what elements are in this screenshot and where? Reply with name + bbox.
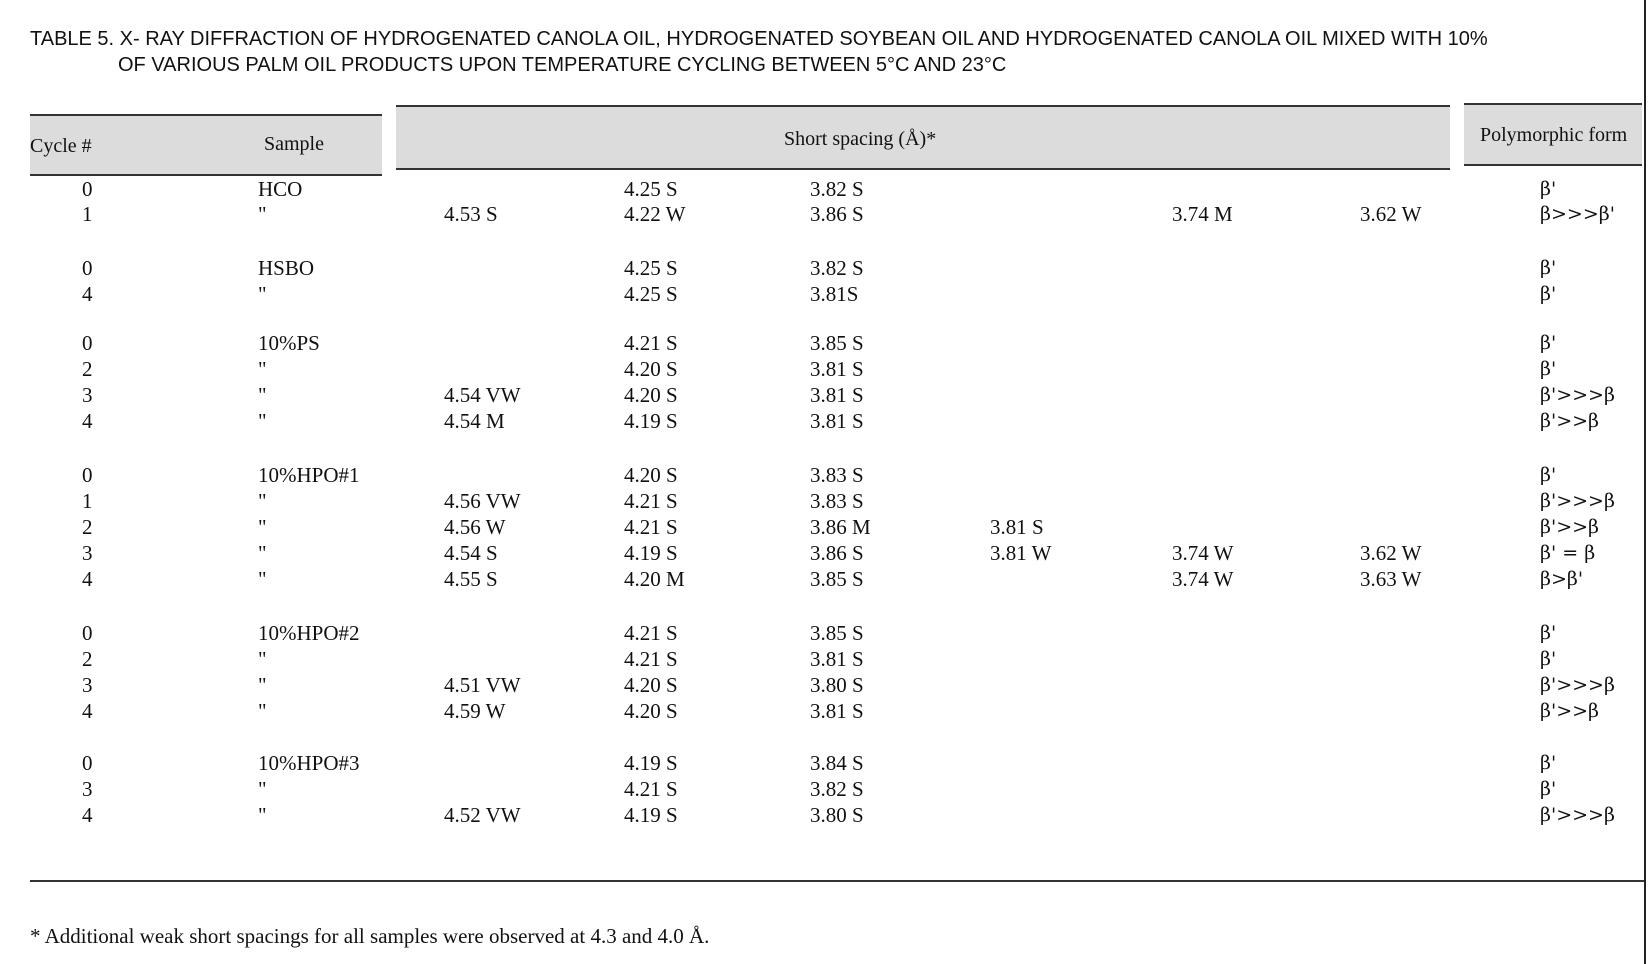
cell-polymorphic-form: β' — [1540, 622, 1557, 644]
cell-spacing-2: 4.21 S — [624, 515, 678, 539]
cell-sample: " — [258, 202, 267, 226]
cell-spacing-2: 4.21 S — [624, 647, 678, 671]
cell-spacing-5: 3.74 W — [1172, 541, 1234, 565]
cell-spacing-2: 4.20 S — [624, 383, 678, 407]
cell-cycle: 1 — [82, 202, 93, 226]
cell-spacing-3: 3.82 S — [810, 777, 864, 801]
table-bottom-rule — [30, 880, 1644, 882]
cell-spacing-1: 4.56 W — [444, 515, 506, 539]
cell-spacing-1: 4.53 S — [444, 202, 498, 226]
header-top-rule-right — [1464, 103, 1642, 105]
cell-polymorphic-form: β' — [1540, 464, 1557, 486]
cell-spacing-6: 3.63 W — [1360, 567, 1422, 591]
cell-spacing-2: 4.25 S — [624, 177, 678, 201]
cell-polymorphic-form: β' — [1540, 283, 1557, 305]
column-header-polymorphic-form: Polymorphic form — [1480, 124, 1628, 146]
cell-polymorphic-form: β'>>>β — [1540, 384, 1615, 406]
cell-cycle: 3 — [82, 673, 93, 697]
cell-spacing-5: 3.74 M — [1172, 202, 1233, 226]
cell-spacing-2: 4.21 S — [624, 331, 678, 355]
cell-spacing-2: 4.19 S — [624, 409, 678, 433]
table-title-line-2: OF VARIOUS PALM OIL PRODUCTS UPON TEMPERATURE CYCLING BETWEEN 5°C AND 23°C — [118, 54, 1007, 76]
table-title-line-1: TABLE 5. X- RAY DIFFRACTION OF HYDROGENATED CANOLA OIL, HYDROGENATED SOYBEAN OIL AND HYDROGENATED CANOLA OIL MIXED WITH 10% — [30, 28, 1488, 50]
cell-spacing-3: 3.86 S — [810, 541, 864, 565]
cell-cycle: 1 — [82, 489, 93, 513]
cell-cycle: 0 — [82, 177, 93, 201]
cell-sample: " — [258, 803, 267, 827]
cell-spacing-3: 3.81 S — [810, 647, 864, 671]
cell-polymorphic-form: β' — [1540, 257, 1557, 279]
cell-cycle: 0 — [82, 621, 93, 645]
cell-sample: HCO — [258, 177, 303, 201]
cell-sample: " — [258, 777, 267, 801]
cell-spacing-3: 3.82 S — [810, 177, 864, 201]
cell-sample: " — [258, 383, 267, 407]
cell-cycle: 3 — [82, 541, 93, 565]
header-bottom-rule-left — [30, 174, 382, 176]
cell-cycle: 0 — [82, 751, 93, 775]
cell-spacing-2: 4.20 S — [624, 357, 678, 381]
header-bottom-rule-mid — [396, 168, 1450, 170]
cell-polymorphic-form: β' — [1540, 648, 1557, 670]
header-top-rule-mid — [396, 105, 1450, 107]
cell-cycle: 2 — [82, 647, 93, 671]
cell-spacing-4: 3.81 S — [990, 515, 1044, 539]
cell-spacing-3: 3.84 S — [810, 751, 864, 775]
cell-spacing-3: 3.81S — [810, 282, 859, 306]
cell-polymorphic-form: β' — [1540, 752, 1557, 774]
cell-polymorphic-form: β' — [1540, 178, 1557, 200]
cell-cycle: 4 — [82, 803, 93, 827]
cell-spacing-2: 4.21 S — [624, 777, 678, 801]
cell-sample: " — [258, 357, 267, 381]
cell-spacing-5: 3.74 W — [1172, 567, 1234, 591]
cell-spacing-3: 3.85 S — [810, 621, 864, 645]
cell-sample: " — [258, 647, 267, 671]
cell-sample: 10%HPO#2 — [258, 621, 360, 645]
cell-cycle: 2 — [82, 515, 93, 539]
cell-cycle: 4 — [82, 409, 93, 433]
cell-sample: " — [258, 515, 267, 539]
cell-polymorphic-form: β'>>β — [1540, 700, 1600, 722]
cell-sample: " — [258, 673, 267, 697]
cell-sample: " — [258, 282, 267, 306]
cell-sample: HSBO — [258, 256, 315, 280]
column-header-short-spacing: Short spacing (Å)* — [784, 128, 937, 150]
cell-spacing-3: 3.85 S — [810, 331, 864, 355]
cell-sample: 10%HPO#3 — [258, 751, 360, 775]
cell-spacing-2: 4.22 W — [624, 202, 686, 226]
cell-polymorphic-form: β>>>β' — [1540, 203, 1615, 225]
cell-spacing-2: 4.19 S — [624, 751, 678, 775]
cell-polymorphic-form: β' — [1540, 778, 1557, 800]
cell-spacing-2: 4.21 S — [624, 621, 678, 645]
cell-cycle: 0 — [82, 256, 93, 280]
cell-spacing-3: 3.81 S — [810, 383, 864, 407]
cell-cycle: 0 — [82, 331, 93, 355]
cell-polymorphic-form: β'>>>β — [1540, 804, 1615, 826]
cell-spacing-2: 4.20 S — [624, 699, 678, 723]
cell-sample: 10%PS — [258, 331, 320, 355]
cell-spacing-3: 3.82 S — [810, 256, 864, 280]
cell-polymorphic-form: β' — [1540, 332, 1557, 354]
cell-spacing-1: 4.56 VW — [444, 489, 521, 513]
cell-spacing-3: 3.86 S — [810, 202, 864, 226]
cell-spacing-3: 3.81 S — [810, 699, 864, 723]
cell-polymorphic-form: β' — [1540, 358, 1557, 380]
table-title — [30, 26, 1630, 78]
cell-sample: 10%HPO#1 — [258, 463, 360, 487]
cell-spacing-3: 3.81 S — [810, 409, 864, 433]
header-top-rule-left — [30, 114, 382, 116]
cell-spacing-1: 4.54 S — [444, 541, 498, 565]
cell-cycle: 3 — [82, 383, 93, 407]
cell-polymorphic-form: β'>>>β — [1540, 490, 1615, 512]
cell-spacing-2: 4.20 S — [624, 673, 678, 697]
cell-polymorphic-form: β'>>β — [1540, 516, 1600, 538]
cell-spacing-1: 4.59 W — [444, 699, 506, 723]
cell-spacing-6: 3.62 W — [1360, 541, 1422, 565]
table-footnote: * Additional weak short spacings for all samples were observed at 4.3 and 4.0 Å. — [30, 924, 710, 948]
cell-spacing-1: 4.54 M — [444, 409, 505, 433]
cell-polymorphic-form: β'>>>β — [1540, 674, 1615, 696]
cell-sample: " — [258, 541, 267, 565]
cell-spacing-2: 4.25 S — [624, 256, 678, 280]
cell-spacing-3: 3.83 S — [810, 489, 864, 513]
cell-cycle: 2 — [82, 357, 93, 381]
cell-cycle: 4 — [82, 699, 93, 723]
cell-sample: " — [258, 489, 267, 513]
cell-spacing-2: 4.19 S — [624, 803, 678, 827]
cell-sample: " — [258, 409, 267, 433]
cell-cycle: 4 — [82, 567, 93, 591]
cell-spacing-2: 4.25 S — [624, 282, 678, 306]
cell-sample: " — [258, 699, 267, 723]
cell-spacing-2: 4.21 S — [624, 489, 678, 513]
cell-polymorphic-form: β'>>β — [1540, 410, 1600, 432]
cell-spacing-1: 4.51 VW — [444, 673, 521, 697]
cell-spacing-1: 4.54 VW — [444, 383, 521, 407]
cell-cycle: 3 — [82, 777, 93, 801]
cell-spacing-1: 4.55 S — [444, 567, 498, 591]
cell-spacing-3: 3.85 S — [810, 567, 864, 591]
cell-spacing-1: 4.52 VW — [444, 803, 521, 827]
cell-cycle: 4 — [82, 282, 93, 306]
cell-spacing-2: 4.20 S — [624, 463, 678, 487]
cell-cycle: 0 — [82, 463, 93, 487]
page-edge-rule — [1644, 0, 1646, 964]
cell-spacing-4: 3.81 W — [990, 541, 1052, 565]
header-bottom-rule-right — [1464, 164, 1642, 166]
cell-polymorphic-form: β>β' — [1540, 568, 1584, 590]
column-header-sample: Sample — [264, 133, 324, 155]
cell-spacing-6: 3.62 W — [1360, 202, 1422, 226]
column-header-cycle: Cycle # — [30, 135, 92, 157]
cell-spacing-2: 4.20 M — [624, 567, 685, 591]
cell-spacing-2: 4.19 S — [624, 541, 678, 565]
cell-spacing-3: 3.80 S — [810, 673, 864, 697]
cell-spacing-3: 3.80 S — [810, 803, 864, 827]
cell-sample: " — [258, 567, 267, 591]
cell-spacing-3: 3.81 S — [810, 357, 864, 381]
cell-spacing-3: 3.83 S — [810, 463, 864, 487]
cell-spacing-3: 3.86 M — [810, 515, 871, 539]
cell-polymorphic-form: β' = β — [1540, 542, 1596, 564]
